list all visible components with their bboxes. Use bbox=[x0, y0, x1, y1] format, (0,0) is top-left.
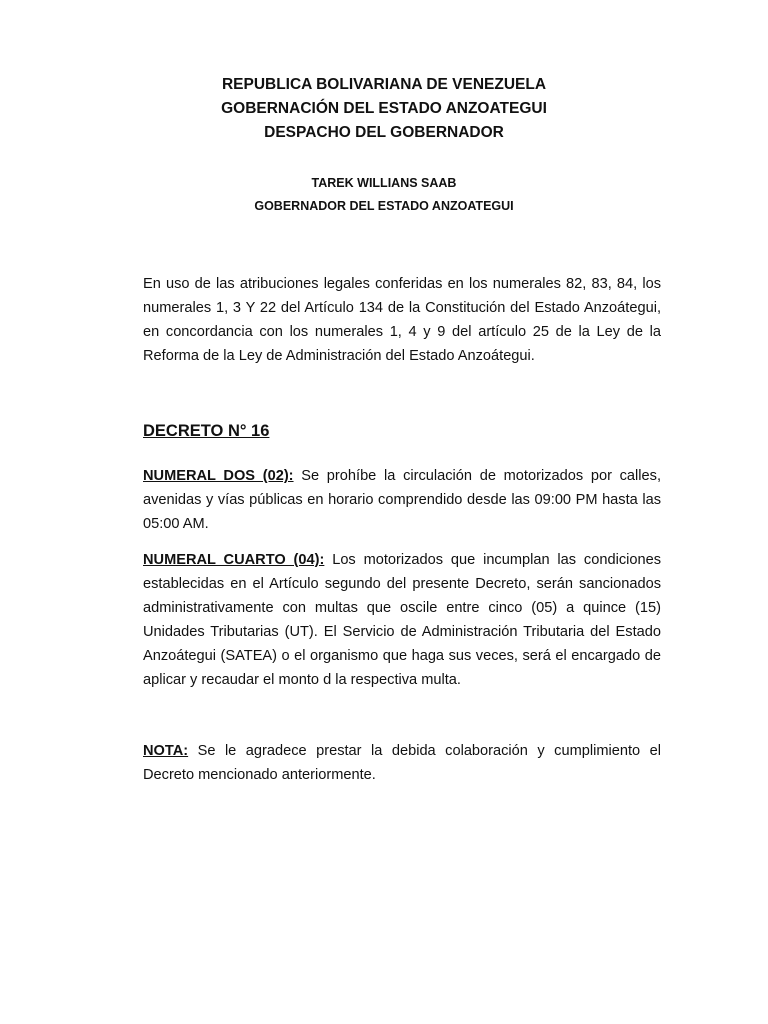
header-office: DESPACHO DEL GOBERNADOR bbox=[264, 124, 504, 141]
numeral-cuarto-text: Los motorizados que incumplan las condiciones establecidas en el Artículo segundo del presente Decreto, serán sancionados administrativamente con multas que oscile entre cinco (05) a quince (15) Unidades Tributarias (UT). El Servicio de Administración Tributaria del Estado Anzoátegui (SATEA) o el organismo que haga sus veces, será el encargado de aplicar y recaudar el monto d la respectiva multa. bbox=[143, 552, 662, 688]
decree-title: DECRETO N° 16 bbox=[143, 422, 270, 440]
author-name: TAREK WILLIANS SAAB bbox=[311, 176, 457, 190]
header-government: GOBERNACIÓN DEL ESTADO ANZOATEGUI bbox=[221, 100, 547, 117]
numeral-cuarto-label: NUMERAL CUARTO (04): bbox=[143, 552, 325, 568]
author-block bbox=[0, 172, 768, 218]
nota-text: Se le agradece prestar la debida colaboración y cumplimiento el Decreto mencionado anteriormente. bbox=[143, 743, 661, 783]
author-title: GOBERNADOR DEL ESTADO ANZOATEGUI bbox=[254, 199, 514, 213]
header-country: REPUBLICA BOLIVARIANA DE VENEZUELA bbox=[221, 76, 547, 93]
document-header bbox=[0, 73, 768, 145]
numeral-dos-text: Se prohíbe la circulación de motorizados por calles, avenidas y vías públicas en horario comprendido desde las 09:00 PM hasta las 05:00 AM. bbox=[143, 468, 661, 532]
nota-label: NOTA: bbox=[143, 743, 189, 759]
nota-paragraph bbox=[143, 739, 661, 787]
preamble-paragraph: En uso de las atribuciones legales conferidas en los numerales 82, 83, 84, los numerales 1, 3 Y 22 del Artículo 134 de la Constitución del Estado Anzoátegui, en concordancia con los numerales 1, 4 y 9 del artículo 25 de la Ley de la Reforma de la Ley de Administración del Estado Anzoátegui. bbox=[143, 276, 661, 364]
numeral-cuarto-paragraph bbox=[143, 548, 661, 692]
numeral-dos-paragraph bbox=[143, 464, 661, 536]
numeral-dos-label: NUMERAL DOS (02): bbox=[143, 468, 294, 484]
